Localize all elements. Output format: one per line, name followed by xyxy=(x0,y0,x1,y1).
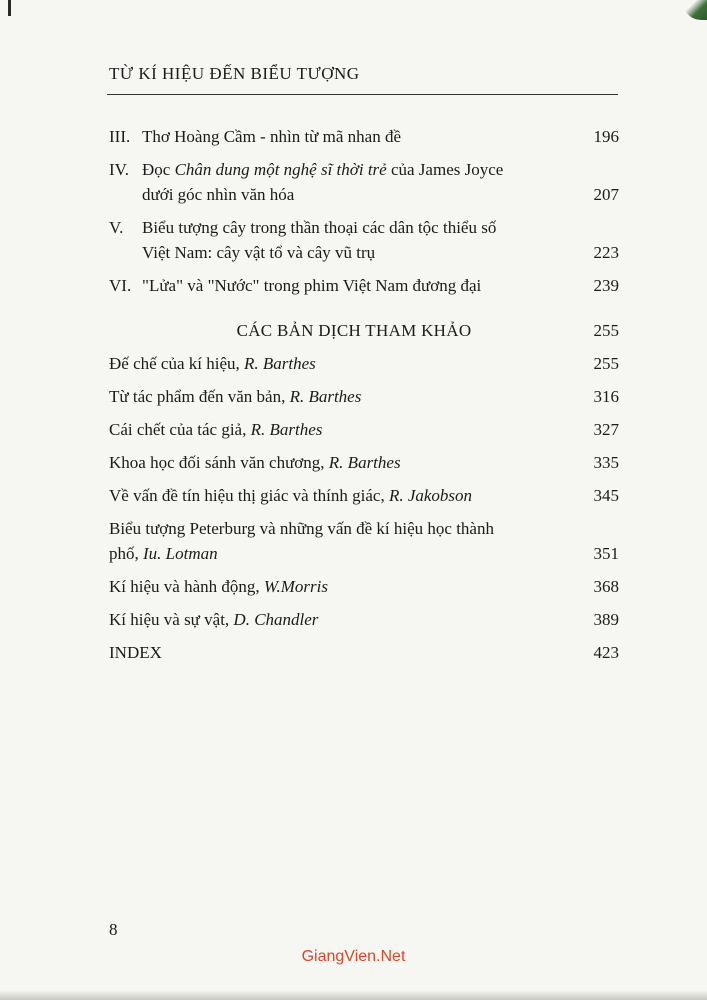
scan-corner-mark xyxy=(8,0,11,16)
toc-entry-author: W.Morris xyxy=(263,577,328,596)
toc-entry-page: 351 xyxy=(593,544,619,563)
toc-entry xyxy=(109,516,619,566)
toc-entry-title: "Lửa" và "Nước" trong phim Việt Nam đương đại xyxy=(142,276,482,295)
toc-entry-number: III. xyxy=(109,127,131,146)
toc-entry xyxy=(109,351,619,376)
toc-entry-page: 368 xyxy=(593,577,619,596)
watermark: GiangVien.Net xyxy=(301,948,406,965)
toc-entry-page: 207 xyxy=(593,185,619,204)
section-title: CÁC BẢN DỊCH THAM KHẢO xyxy=(236,321,472,340)
toc-entry-page: 389 xyxy=(593,610,619,629)
toc-entry xyxy=(109,574,619,599)
toc-entry xyxy=(109,273,619,298)
toc-entry-title: Khoa học đối sánh văn chương, R. Barthes xyxy=(109,453,401,472)
toc-entry-page: 239 xyxy=(593,276,619,295)
toc-entry-page: 345 xyxy=(593,486,619,505)
header-rule xyxy=(107,94,618,95)
toc-entry-title: Biểu tượng Peterburg và những vấn đề kí hiệu học thành phố, Iu. Lotman xyxy=(109,519,494,563)
toc-entry-page: 196 xyxy=(593,127,619,146)
toc-entry-author: R. Jakobson xyxy=(388,486,473,505)
toc-entry-page: 335 xyxy=(593,453,619,472)
toc-entry xyxy=(109,157,619,207)
toc-entry-title: Đế chế của kí hiệu, R. Barthes xyxy=(109,354,316,373)
toc-entry-title: INDEX xyxy=(109,643,162,662)
toc-entry-title: Từ tác phẩm đến văn bản, R. Barthes xyxy=(109,387,362,406)
toc-entry xyxy=(109,483,619,508)
scan-corner-shadow xyxy=(683,0,707,20)
toc-entry-index xyxy=(109,640,619,665)
toc-entry-title: Cái chết của tác giả, R. Barthes xyxy=(109,420,323,439)
toc-entry-title: Biểu tượng cây trong thần thoại các dân tộc thiểu số Việt Nam: cây vật tổ và cây vũ trụ xyxy=(142,218,497,262)
toc-entry-title: Thơ Hoàng Cầm - nhìn từ mã nhan đề xyxy=(142,127,401,146)
toc-entry-page: 327 xyxy=(593,420,619,439)
toc-entry-number: V. xyxy=(109,218,124,237)
running-head: TỪ KÍ HIỆU ĐẾN BIỂU TƯỢNG xyxy=(109,64,360,83)
toc-entry xyxy=(109,417,619,442)
toc-entry-page: 223 xyxy=(593,243,619,262)
toc-entry-author: Iu. Lotman xyxy=(143,544,218,563)
toc-entry-number: VI. xyxy=(109,276,132,295)
italic-book-title: Chân dung một nghệ sĩ thời trẻ xyxy=(174,160,387,179)
toc-entry xyxy=(109,384,619,409)
toc-entry xyxy=(109,215,619,265)
toc-entry-author: D. Chandler xyxy=(233,610,319,629)
toc-entry-author: R. Barthes xyxy=(250,420,323,439)
toc-entry-page: 316 xyxy=(593,387,619,406)
toc-entry-author: R. Barthes xyxy=(289,387,362,406)
toc-entry-title: Kí hiệu và sự vật, D. Chandler xyxy=(109,610,319,629)
toc-entry-title: Kí hiệu và hành động, W.Morris xyxy=(109,577,328,596)
toc-entry-author: R. Barthes xyxy=(328,453,401,472)
toc-entry xyxy=(109,450,619,475)
table-of-contents xyxy=(109,124,619,665)
toc-section-heading xyxy=(109,318,619,343)
toc-entry-title: Đọc Chân dung một nghệ sĩ thời trẻ của James Joyce dưới góc nhìn văn hóa xyxy=(142,160,504,204)
toc-entry-page: 255 xyxy=(593,354,619,373)
toc-entry xyxy=(109,124,619,149)
scan-bottom-shadow xyxy=(0,990,707,1000)
toc-entry-number: IV. xyxy=(109,160,129,179)
toc-entry-author: R. Barthes xyxy=(244,354,316,373)
toc-entry-page: 423 xyxy=(593,643,619,662)
toc-entry-title: Về vấn đề tín hiệu thị giác và thính giác, R. Jakobson xyxy=(109,486,473,505)
toc-entry-page: 255 xyxy=(593,321,619,340)
toc-entry xyxy=(109,607,619,632)
page-number: 8 xyxy=(109,920,118,939)
